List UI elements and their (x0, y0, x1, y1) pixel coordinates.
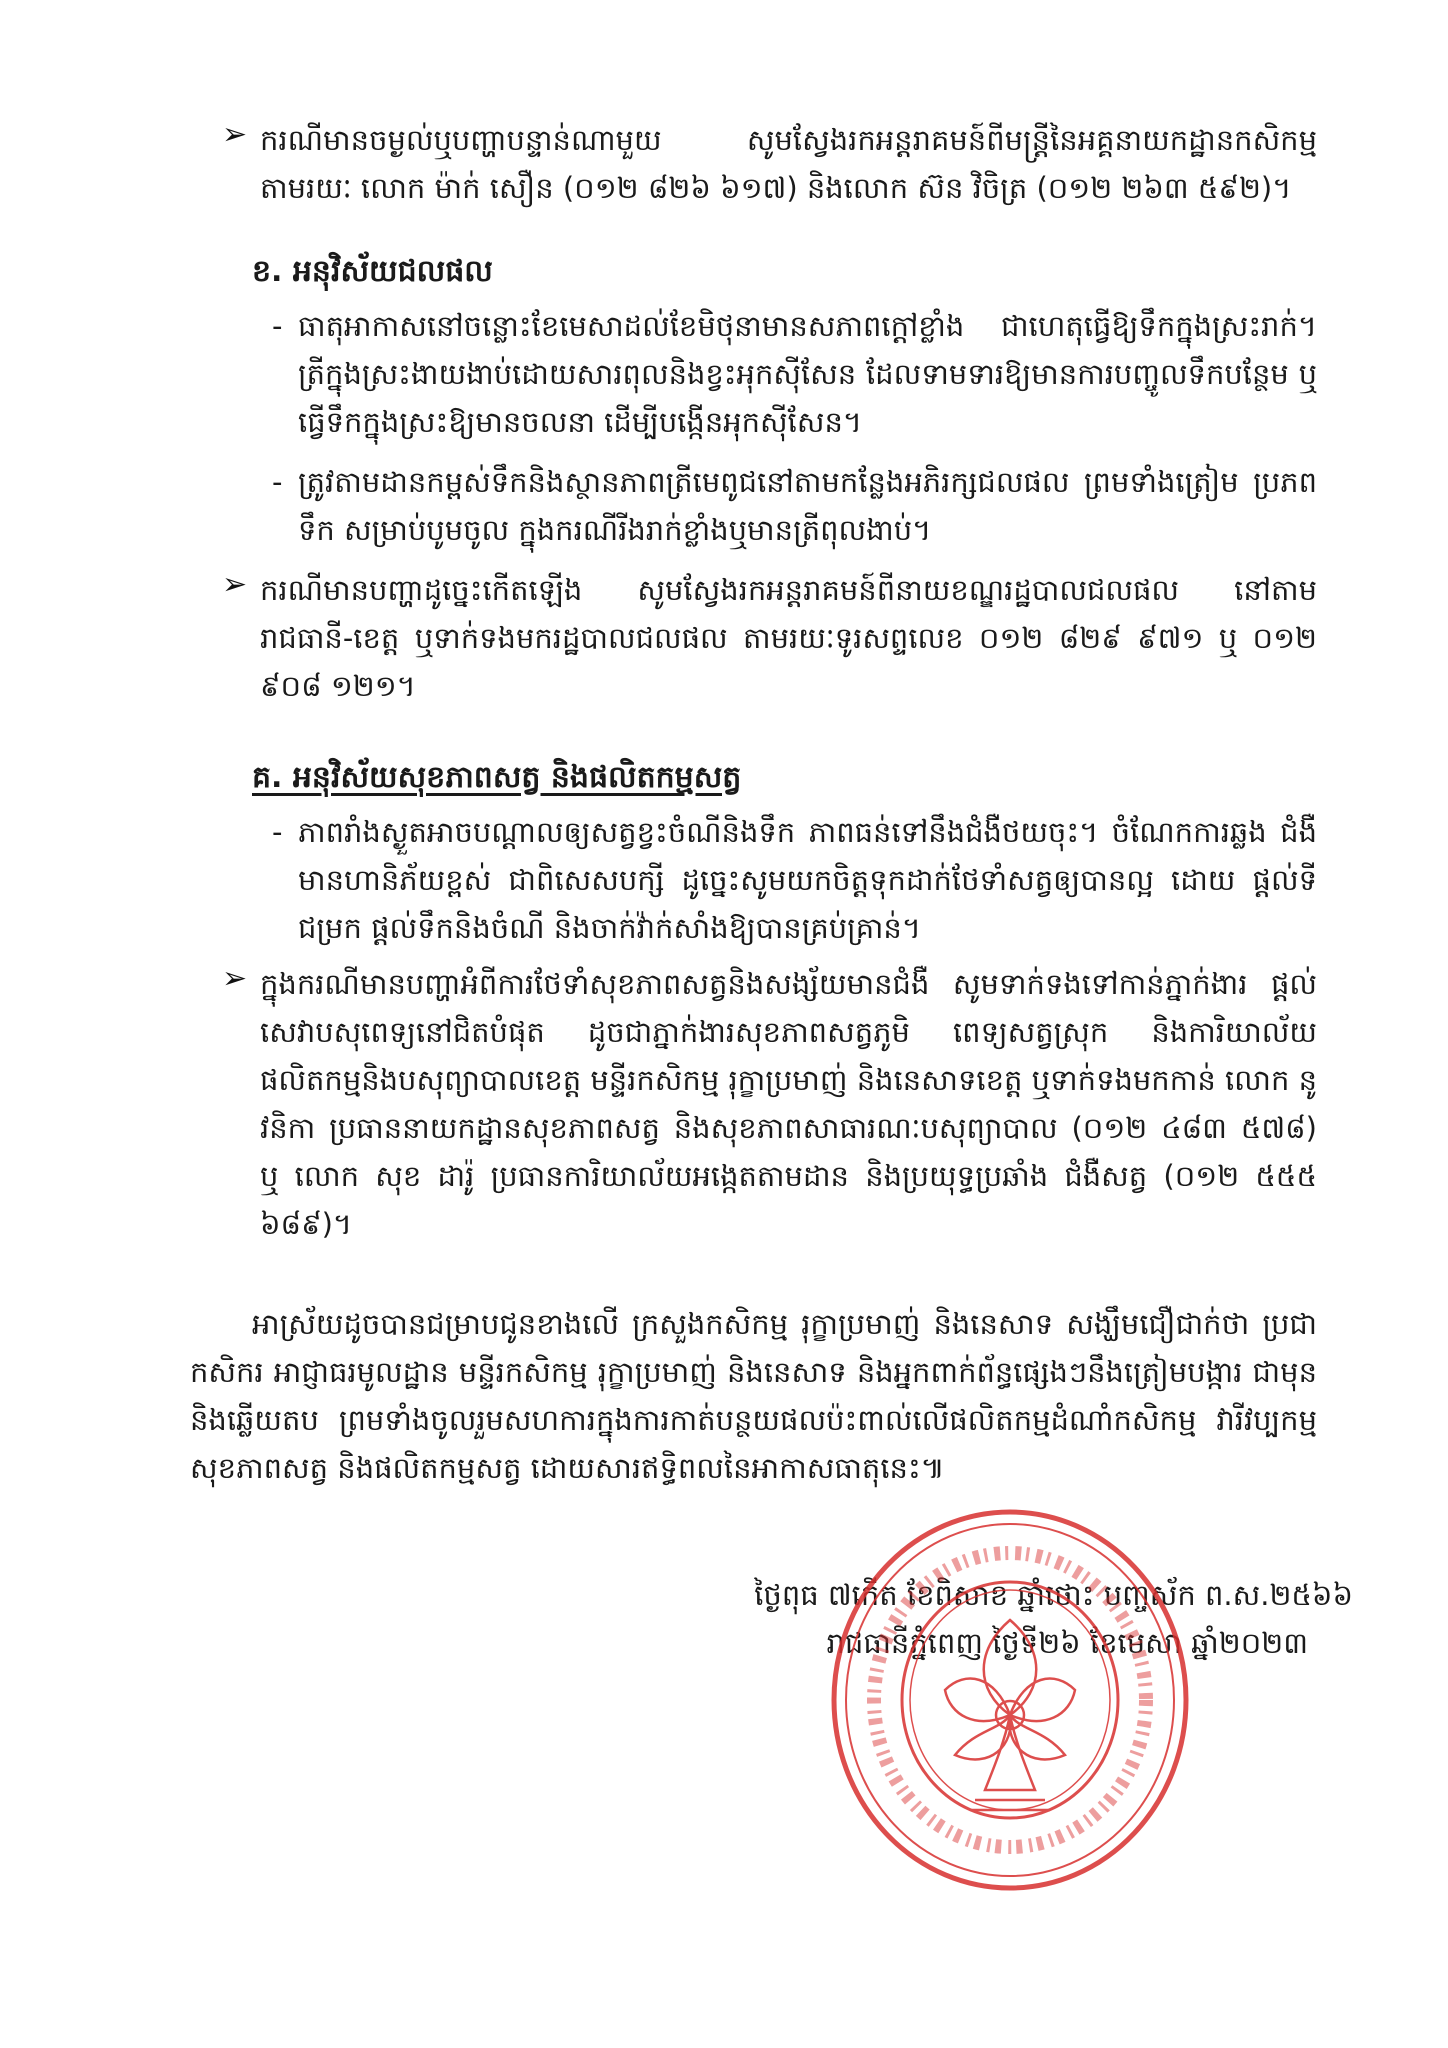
date-lunar: ថ្ងៃពុធ ៧កើត ខែពិសាខ ឆ្នាំថោះ បញ្ចស័ក ព.ស.២៥៦៦ (754, 1578, 1353, 1612)
arrow-bullet-icon: ➢ (222, 961, 248, 996)
section-heading-text: គ. អនុវិស័យសុខភាពសត្វ និងផលិតកម្មសត្វ (252, 760, 742, 795)
arrow-bullet-icon: ➢ (222, 567, 248, 602)
dash-item-drought-animals (272, 808, 1317, 952)
arrow-bullet-icon: ➢ (222, 117, 248, 152)
dash-bullet-icon: - (272, 465, 283, 499)
dash-bullet-icon: - (272, 309, 283, 343)
dash-bullet-icon: - (272, 815, 283, 849)
bullet-text: ករណីមានបញ្ហាដូច្នេះកើតឡើង សូមស្វែងរកអន្តរាគមន៍ពីនាយខណ្ឌរដ្ឋបាលជលផល នៅតាម រាជធានី-ខេត្ត ឬទាក់ទងមករដ្ឋបាលជលផល តាមរយៈទូរសព្ទលេខ ០១២ ៨២៩ ៩៧១ ឬ ០១២ ៩០៨ ១២១។ (260, 573, 1317, 703)
dash-text: ត្រូវតាមដានកម្ពស់ទឹកនិងស្ថានភាពត្រីមេពូជនៅតាមកន្លែងអភិរក្សជលផល ព្រមទាំងត្រៀម ប្រភពទឹក សម្រាប់បូមចូល ក្នុងករណីរីងរាក់ខ្លាំងឬមានត្រីពុលងាប់។ (298, 465, 1317, 547)
section-heading-animal-health (252, 756, 741, 800)
bullet-item-contact-fisheries (222, 566, 1317, 710)
dash-item-pond-water (272, 302, 1317, 446)
section-heading-fisheries: ខ. អនុវិស័យជលផល (252, 254, 493, 289)
closing-paragraph: អាស្រ័យដូចបានជម្រាបជូនខាងលើ ក្រសួងកសិកម្ម រុក្ខាប្រមាញ់ និងនេសាទ សង្ឃឹមជឿជាក់ថា ប្រជាកសិករ អាជ្ញាធរមូលដ្ឋាន មន្ទីរកសិកម្ម រុក្ខាប្រមាញ់ និងនេសាទ និងអ្នកពាក់ព័ន្ធផ្សេងៗនឹងត្រៀមបង្ការ ជាមុន និងឆ្លើយតប ព្រមទាំងចូលរួមសហការក្នុងការកាត់បន្ថយផលប៉ះពាល់លើផលិតកម្មដំណាំកសិកម្ម វារីវប្បកម្ម សុខភាពសត្វ និងផលិតកម្មសត្វ ដោយសារឥទ្ធិពលនៃអាកាសធាតុនេះ៕ (190, 1307, 1317, 1485)
date-place-solar: រាជធានីភ្នំពេញ ថ្ងៃទី២៦ ខែមេសា ឆ្នាំ២០២៣ (826, 1626, 1308, 1660)
dash-text: ភាពរាំងស្ងួតអាចបណ្តាលឲ្យសត្វខ្វះចំណីនិងទឹក ភាពធន់ទៅនឹងជំងឺថយចុះ។ ចំណែកការឆ្លង ជំងឺមានហានិភ័យខ្ពស់ ជាពិសេសបក្សី ដូច្នេះសូមយកចិត្តទុកដាក់ថែទាំសត្វឲ្យបានល្អ ដោយ ផ្តល់ទីជម្រក ផ្តល់ទឹកនិងចំណី និងចាក់វ៉ាក់សាំងឱ្យបានគ្រប់គ្រាន់។ (298, 815, 1317, 945)
bullet-item-contact-agriculture (222, 116, 1317, 212)
dash-text: ធាតុអាកាសនៅចន្លោះខែមេសាដល់ខែមិថុនាមានសភាពក្តៅខ្លាំង ជាហេតុធ្វើឱ្យទឹកក្នុងស្រះរាក់។ ត្រីក្នុងស្រះងាយងាប់ដោយសារពុលនិងខ្វះអុកស៊ីសែន ដែលទាមទារឱ្យមានការបញ្ចូលទឹកបន្ថែម ឬធ្វើទឹកក្នុងស្រះឱ្យមានចលនា ដើម្បីបង្កើនអុកស៊ីសែន។ (298, 309, 1317, 439)
bullet-text: ក្នុងករណីមានបញ្ហាអំពីការថែទាំសុខភាពសត្វនិងសង្ស័យមានជំងឺ សូមទាក់ទងទៅកាន់ភ្នាក់ងារ ផ្តល់សេវាបសុពេទ្យនៅជិតបំផុត ដូចជាភ្នាក់ងារសុខភាពសត្វភូមិ ពេទ្យសត្វស្រុក និងការិយាល័យ ផលិតកម្មនិងបសុព្យាបាលខេត្ត មន្ទីរកសិកម្ម រុក្ខាប្រមាញ់ និងនេសាទខេត្ត ឬទាក់ទងមកកាន់ លោក នូ វនិកា ប្រធាននាយកដ្ឋានសុខភាពសត្វ និងសុខភាពសាធារណៈបសុព្យាបាល (០១២ ៤៨៣ ៥៧៨) ឬ លោក សុខ ដារ៉ូ ប្រធានការិយាល័យអង្កេតតាមដាន និងប្រយុទ្ធប្រឆាំង ជំងឺសត្វ (០១២ ៥៥៥ ៦៨៩)។ (260, 967, 1317, 1241)
dash-item-conservation (272, 458, 1317, 554)
bullet-text: ករណីមានចម្ងល់ឬបញ្ហាបន្ទាន់ណាមួយ សូមស្វែងរកអន្តរាគមន៍ពីមន្ត្រីនៃអគ្គនាយកដ្ឋានកសិកម្ម តាមរយៈ លោក ម៉ាក់ សឿន (០១២ ៨២៦ ៦១៧) និងលោក ស៊ន វិចិត្រ (០១២ ២៦៣ ៥៩២)។ (260, 123, 1317, 205)
bullet-item-contact-veterinary (222, 960, 1317, 1248)
official-seal-icon (825, 1500, 1195, 1900)
